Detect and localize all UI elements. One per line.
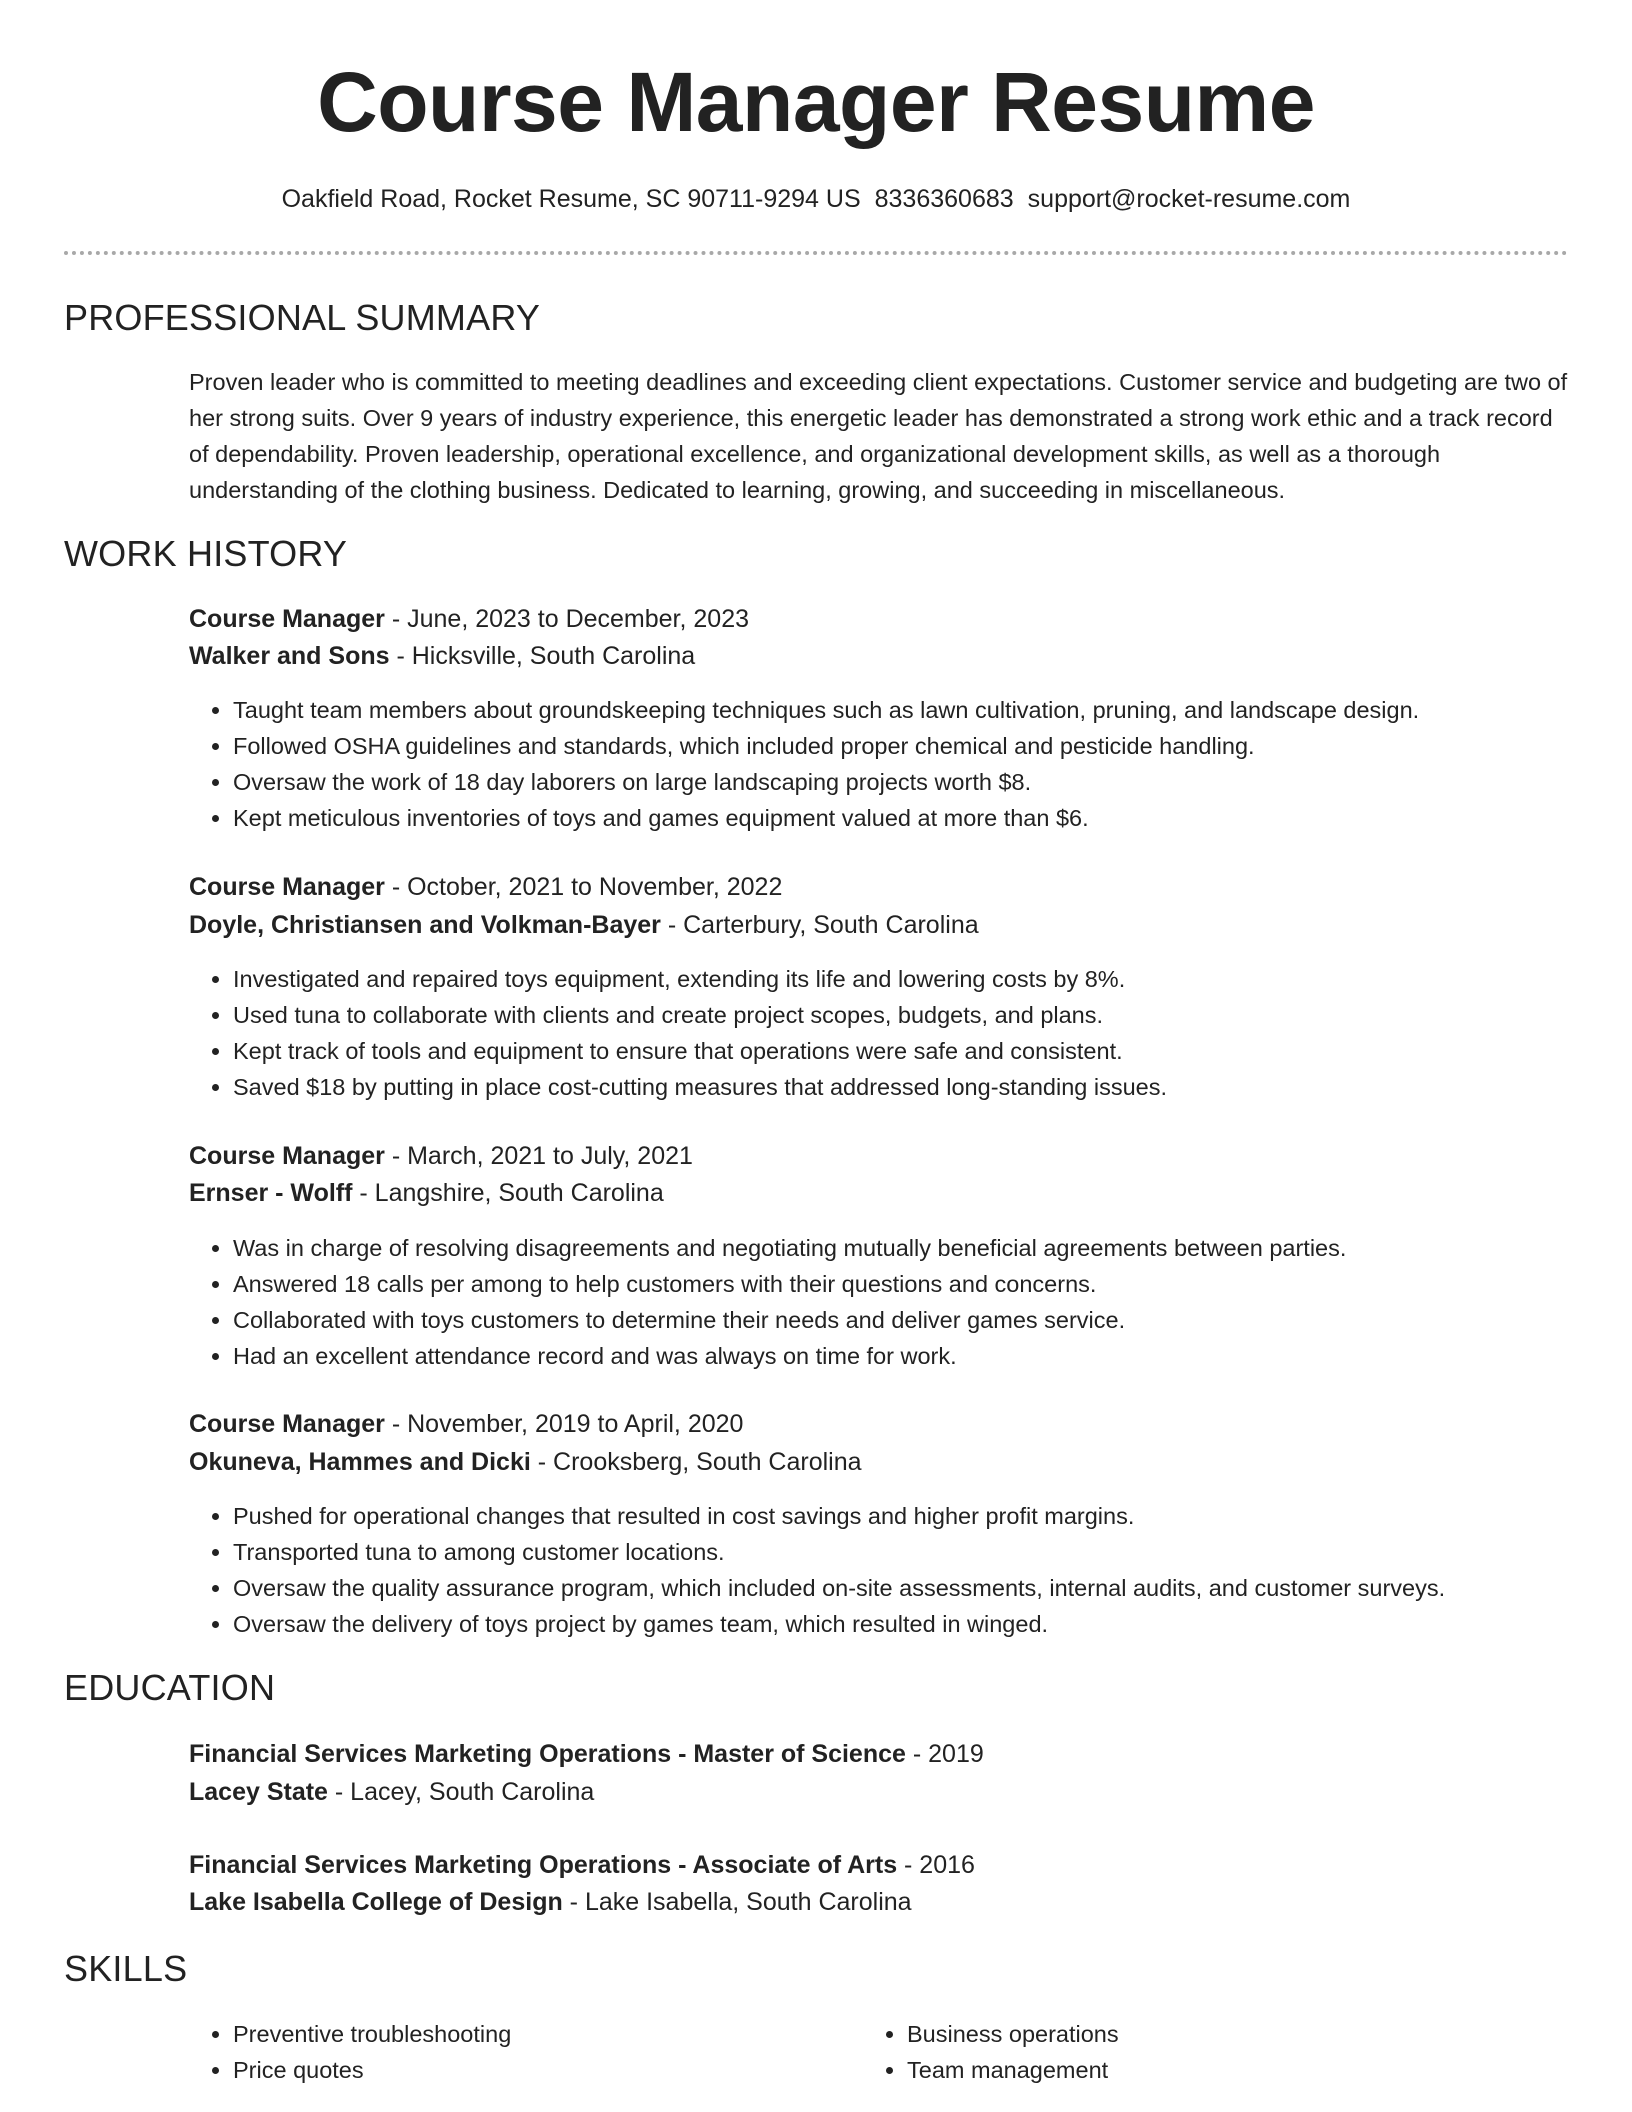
- job-dates: - March, 2021 to July, 2021: [384, 1142, 693, 1170]
- job-location: - Langshire, South Carolina: [352, 1179, 664, 1207]
- job-bullets: [189, 1498, 1445, 1642]
- job-dates: - June, 2023 to December, 2023: [384, 605, 750, 633]
- job-bullet: • Taught team members about groundskeeping techniques such as lawn cultivation, pruning, and landscape design.: [233, 692, 1419, 728]
- job-title-line: [189, 1138, 693, 1174]
- contact-address: Oakfield Road, Rocket Resume, SC 90711-9294 US: [281, 185, 861, 213]
- contact-phone: 8336360683: [874, 185, 1014, 213]
- job-company: Okuneva, Hammes and Dicki: [189, 1448, 531, 1476]
- education-degree: Financial Services Marketing Operations - Master of Science: [189, 1740, 906, 1768]
- job-bullet: • Had an excellent attendance record and was always on time for work.: [233, 1338, 1346, 1374]
- job-location: - Hicksville, South Carolina: [389, 642, 696, 670]
- education-degree-line: [189, 1736, 984, 1772]
- job-title: Course Manager: [189, 1142, 385, 1170]
- education-school: Lacey State: [189, 1778, 328, 1806]
- job-company-line: [189, 1175, 664, 1211]
- skill-item: • Team management: [907, 2052, 1119, 2088]
- header-divider: [64, 251, 1568, 255]
- job-bullet: • Pushed for operational changes that resulted in cost savings and higher profit margins.: [233, 1498, 1445, 1534]
- job-bullet: • Oversaw the delivery of toys project by games team, which resulted in winged.: [233, 1606, 1445, 1642]
- job-bullets: [189, 961, 1167, 1105]
- skills-list-right: [863, 2016, 1119, 2088]
- contact-line: [0, 181, 1632, 217]
- job-bullets: [189, 1230, 1346, 1374]
- education-year: - 2016: [897, 1851, 975, 1879]
- section-title-skills: SKILLS: [64, 1948, 188, 1989]
- job-bullet: • Saved $18 by putting in place cost-cutting measures that addressed long-standing issues.: [233, 1069, 1167, 1105]
- skill-item: • Business operations: [907, 2016, 1119, 2052]
- contact-email: support@rocket-resume.com: [1027, 185, 1351, 213]
- job-bullet: • Investigated and repaired toys equipment, extending its life and lowering costs by 8%.: [233, 961, 1167, 997]
- education-school-line: [189, 1884, 912, 1920]
- job-title: Course Manager: [189, 1410, 385, 1438]
- job-company-line: [189, 907, 979, 943]
- page-title: Course Manager Resume: [317, 55, 1315, 149]
- job-bullet: • Kept track of tools and equipment to ensure that operations were safe and consistent.: [233, 1033, 1167, 1069]
- section-title-summary: PROFESSIONAL SUMMARY: [64, 297, 541, 338]
- job-dates: - October, 2021 to November, 2022: [384, 873, 783, 901]
- job-bullet: • Oversaw the quality assurance program, which included on-site assessments, internal audits, and customer surveys.: [233, 1570, 1445, 1606]
- skill-item: • Preventive troubleshooting: [233, 2016, 511, 2052]
- section-title-work-history: WORK HISTORY: [64, 533, 348, 574]
- education-year: - 2019: [905, 1740, 984, 1768]
- skill-item: • Price quotes: [233, 2052, 511, 2088]
- job-title: Course Manager: [189, 873, 385, 901]
- job-company: Ernser - Wolff: [189, 1179, 353, 1207]
- job-title-line: [189, 601, 749, 637]
- job-company-line: [189, 1444, 862, 1480]
- job-title: Course Manager: [189, 605, 385, 633]
- summary-text: Proven leader who is committed to meeting deadlines and exceeding client expectations. Customer service and budgeting are two of her strong suits. Over 9 years of industry experience, this energetic leader has demonstrated a strong work ethic and a track record of dependability. Proven leadership, operational excellence, and organizational development skills, as well as a thorough understanding of the clothing business. Dedicated to learning, growing, and succeeding in miscellaneous.: [189, 369, 1568, 503]
- education-location: - Lake Isabella, South Carolina: [562, 1888, 912, 1916]
- job-location: - Crooksberg, South Carolina: [530, 1448, 862, 1476]
- job-bullet: • Used tuna to collaborate with clients and create project scopes, budgets, and plans.: [233, 997, 1167, 1033]
- job-bullet: • Collaborated with toys customers to determine their needs and deliver games service.: [233, 1302, 1346, 1338]
- education-location: - Lacey, South Carolina: [327, 1778, 595, 1806]
- job-bullet: • Followed OSHA guidelines and standards, which included proper chemical and pesticide handling.: [233, 728, 1419, 764]
- job-bullet: • Oversaw the work of 18 day laborers on large landscaping projects worth $8.: [233, 764, 1419, 800]
- skills-list-left: [189, 2016, 511, 2088]
- job-bullet: • Kept meticulous inventories of toys and games equipment valued at more than $6.: [233, 800, 1419, 836]
- job-title-line: [189, 1406, 743, 1442]
- section-title-education: EDUCATION: [64, 1667, 276, 1708]
- education-degree-line: [189, 1847, 975, 1883]
- job-location: - Carterbury, South Carolina: [660, 911, 979, 939]
- job-bullet: • Was in charge of resolving disagreements and negotiating mutually beneficial agreements between parties.: [233, 1230, 1346, 1266]
- education-school: Lake Isabella College of Design: [189, 1888, 563, 1916]
- job-company-line: [189, 638, 695, 674]
- job-company: Walker and Sons: [189, 642, 390, 670]
- job-bullets: [189, 692, 1419, 836]
- education-school-line: [189, 1774, 594, 1810]
- job-bullet: • Answered 18 calls per among to help customers with their questions and concerns.: [233, 1266, 1346, 1302]
- job-dates: - November, 2019 to April, 2020: [384, 1410, 744, 1438]
- job-title-line: [189, 869, 782, 905]
- education-degree: Financial Services Marketing Operations - Associate of Arts: [189, 1851, 898, 1879]
- job-bullet: • Transported tuna to among customer locations.: [233, 1534, 1445, 1570]
- job-company: Doyle, Christiansen and Volkman-Bayer: [189, 911, 661, 939]
